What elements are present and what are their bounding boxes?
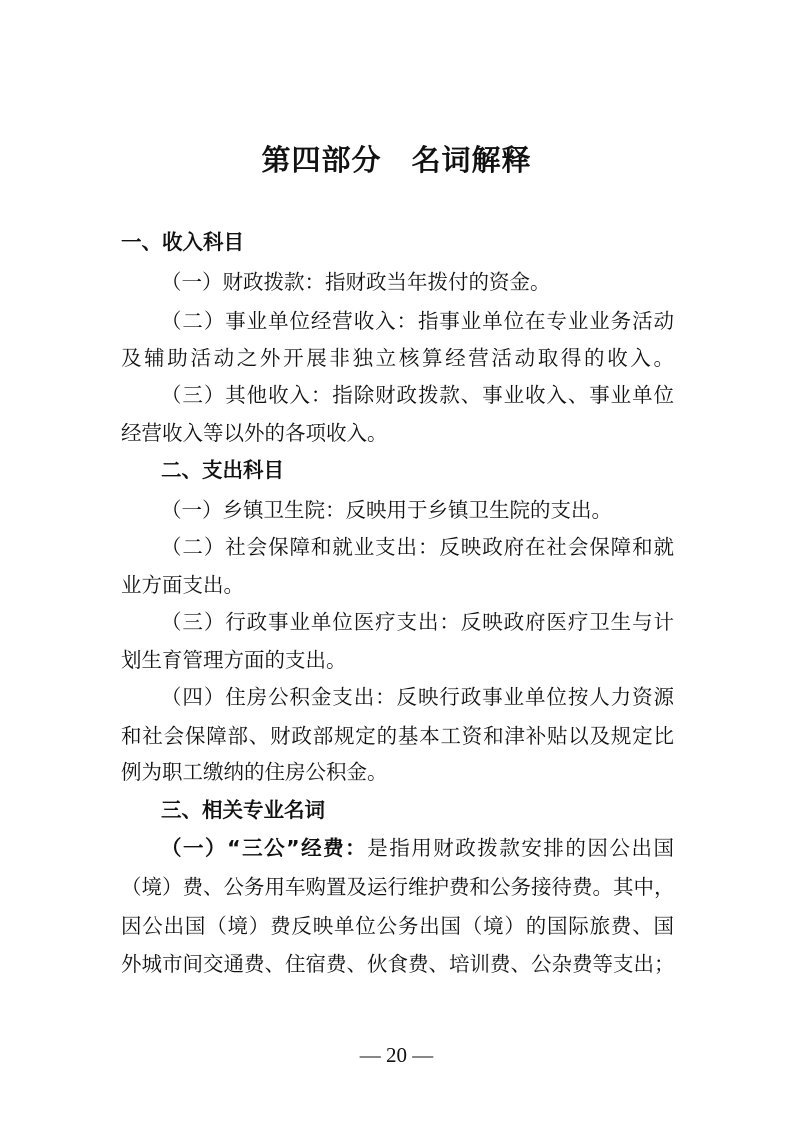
- paragraph-line: 业方面支出。: [121, 573, 244, 597]
- paragraph-line: （二）事业单位经营收入：指事业单位在专业业务活动: [161, 309, 674, 333]
- paragraph-line: 因公出国（境）费反映单位公务出国（境）的国际旅费、国: [121, 914, 674, 938]
- paragraph-line: （一）财政拨款：指财政当年拨付的资金。: [161, 270, 551, 294]
- section-heading-income: 一、收入科目: [121, 230, 244, 254]
- paragraph-line: 和社会保障部、财政部规定的基本工资和津补贴以及规定比: [121, 724, 674, 748]
- paragraph-line: （境）费、公务用车购置及运行维护费和公务接待费。其中，: [121, 875, 675, 899]
- paragraph-line: （二）社会保障和就业支出：反映政府在社会保障和就: [161, 535, 674, 559]
- paragraph-line: 及辅助活动之外开展非独立核算经营活动取得的收入。: [121, 346, 674, 370]
- paragraph-line: 外城市间交通费、住宿费、伙食费、培训费、公杂费等支出；: [121, 952, 675, 976]
- page-title: 第四部分 名词解释: [261, 143, 532, 177]
- paragraph-line: （四）住房公积金支出：反映行政事业单位按人力资源: [161, 685, 674, 709]
- paragraph-line: （三）其他收入：指除财政拨款、事业收入、事业单位: [161, 383, 674, 407]
- paragraph-line: 例为职工缴纳的住房公积金。: [121, 760, 388, 784]
- section-heading-terms: 三、相关专业名词: [161, 798, 325, 822]
- paragraph-line: [161, 833, 674, 863]
- term-text: 是指用财政拨款安排的因公出国: [367, 836, 674, 860]
- page-number: — 20 —: [359, 1043, 434, 1067]
- paragraph-line: （一）乡镇卫生院：反映用于乡镇卫生院的支出。: [161, 498, 612, 522]
- section-heading-expense: 二、支出科目: [161, 458, 284, 482]
- paragraph-line: 经营收入等以外的各项收入。: [121, 421, 388, 445]
- paragraph-line: （三）行政事业单位医疗支出：反映政府医疗卫生与计: [161, 610, 674, 634]
- term-label: （一）“三公”经费：: [161, 836, 368, 860]
- paragraph-line: 划生育管理方面的支出。: [121, 648, 347, 672]
